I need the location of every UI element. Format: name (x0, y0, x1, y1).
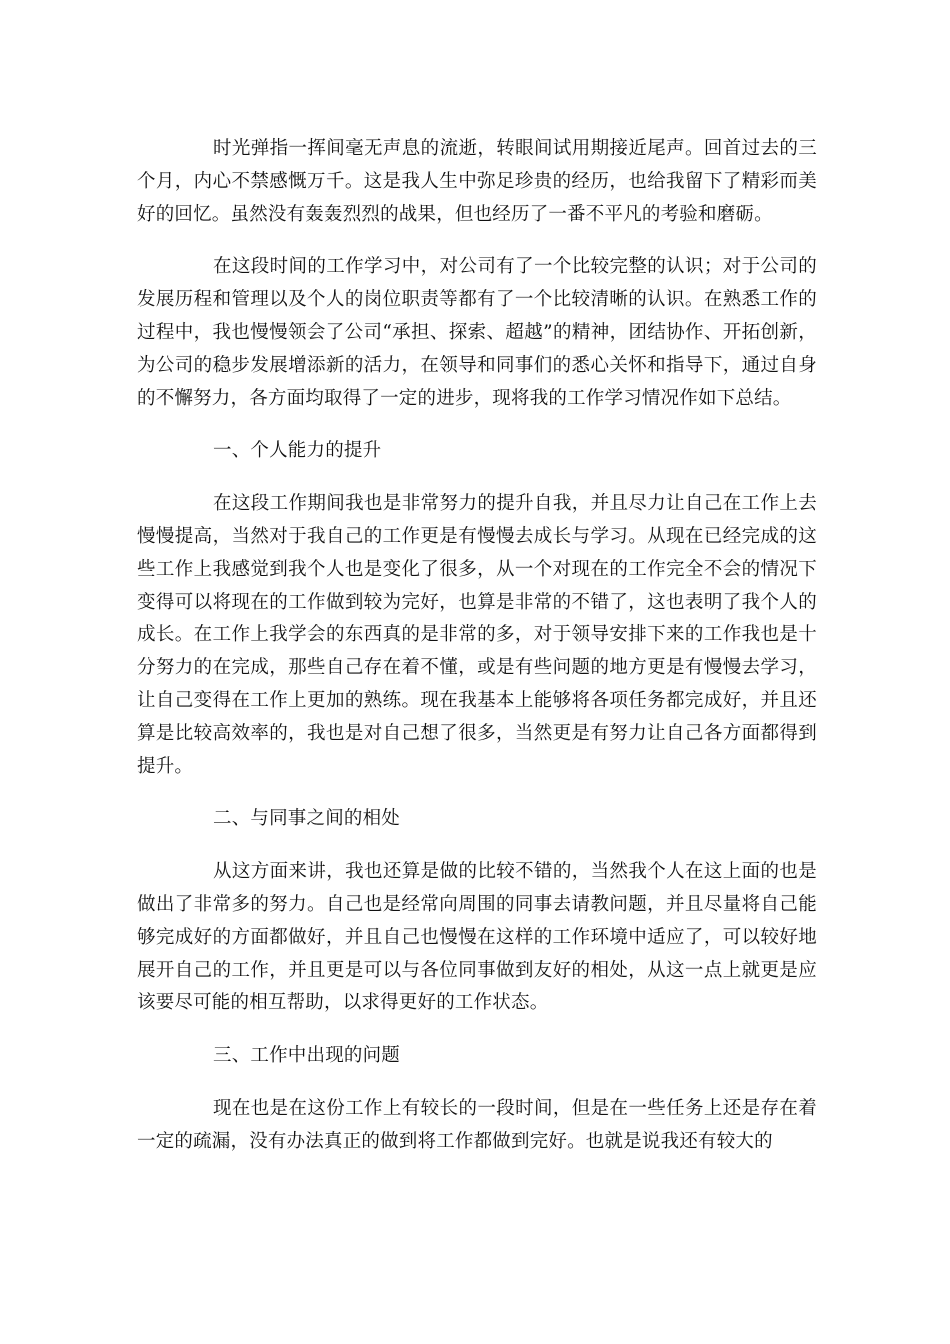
section-heading-3: 三、工作中出现的问题 (213, 1045, 401, 1067)
section-heading-2: 二、与同事之间的相处 (213, 808, 401, 830)
section-paragraph-1: 在这段工作期间我也是非常努力的提升自我，并且尽力让自己在工作上去慢慢提高，当然对于我自己的工作更是有慢慢去成长与学习。从现在已经完成的这些工作上我感觉到我个人也是变化了很多，从一个对现在的工作完全不会的情况下变得可以将现在的工作做到较为完好，也算是非常的不错了，这也表明了我个人的成长。在工作上我学会的东西真的是非常的多，对于领导安排下来的工作我也是十分努力的在完成，那些自己存在着不懂，或是有些问题的地方更是有慢慢去学习，让自己变得在工作上更加的熟练。现在我基本上能够将各项任务都完成好，并且还算是比较高效率的，我也是对自己想了很多，当然更是有努力让自己各方面都得到提升。 (137, 493, 817, 777)
section-heading-1: 一、个人能力的提升 (213, 440, 382, 462)
intro-paragraph-2: 在这段时间的工作学习中，对公司有了一个比较完整的认识；对于公司的发展历程和管理以及个人的岗位职责等都有了一个比较清晰的认识。在熟悉工作的过程中，我也慢慢领会了公司“承担、探索、超越”的精神，团结协作、开拓创新，为公司的稳步发展增添新的活力，在领导和同事们的悉心关怀和指导下，通过自身的不懈努力，各方面均取得了一定的进步，现将我的工作学习情况作如下总结。 (137, 256, 817, 409)
intro-paragraph-1: 时光弹指一挥间毫无声息的流逝，转眼间试用期接近尾声。回首过去的三个月，内心不禁感慨万千。这是我人生中弥足珍贵的经历，也给我留下了精彩而美好的回忆。虽然没有轰轰烈烈的战果，但也经历了一番不平凡的考验和磨砺。 (137, 138, 817, 225)
section-paragraph-2: 从这方面来讲，我也还算是做的比较不错的，当然我个人在这上面的也是做出了非常多的努力。自己也是经常向周围的同事去请教问题，并且尽量将自己能够完成好的方面都做好，并且自己也慢慢在这样的工作环境中适应了，可以较好地展开自己的工作，并且更是可以与各位同事做到友好的相处，从这一点上就更是应该要尽可能的相互帮助，以求得更好的工作状态。 (137, 861, 817, 1014)
document-body (137, 133, 817, 1179)
section-paragraph-3: 现在也是在这份工作上有较长的一段时间，但是在一些任务上还是存在着一定的疏漏，没有办法真正的做到将工作都做到完好。也就是说我还有较大的 (137, 1097, 817, 1152)
